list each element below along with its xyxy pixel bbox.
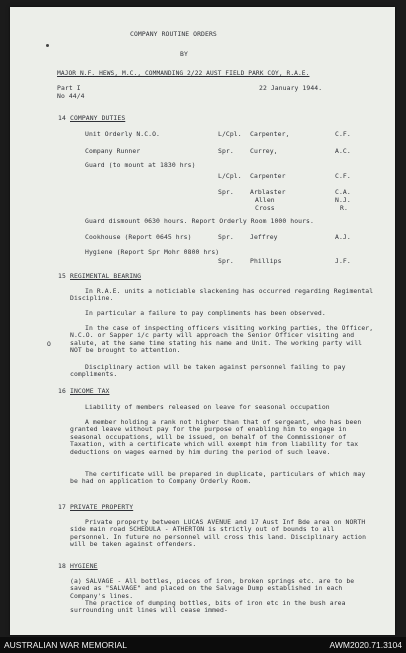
paragraph: Disciplinary action will be taken against personnel failing to pay compliments.: [70, 363, 346, 379]
duty-name: Carpenter,: [250, 130, 290, 138]
duty-name: Arblaster: [250, 188, 286, 196]
duty-role: Guard (to mount at 1830 hrs): [85, 161, 196, 169]
duty-initials: C.F.: [335, 130, 351, 138]
document-page: [10, 7, 395, 635]
section-heading: COMPANY DUTIES: [70, 114, 126, 122]
duty-role: Cookhouse (Report 0645 hrs): [85, 233, 192, 241]
doc-part: Part I: [57, 84, 81, 92]
section-heading: PRIVATE PROPERTY: [70, 503, 134, 511]
duty-name: Jeffrey: [250, 233, 278, 241]
doc-by: BY: [180, 50, 188, 58]
section-heading: HYGIENE: [70, 562, 98, 570]
margin-mark: O: [47, 340, 51, 348]
duty-initials: J.F.: [335, 257, 351, 265]
duty-note: Guard dismount 0630 hours. Report Orderly Room 1000 hours.: [85, 217, 314, 225]
paragraph: (a) SALVAGE - All bottles, pieces of iron, broken springs etc. are to be saved as "SALVAGE" and placed on the Salvage Dump established in each Company's lines.: [70, 577, 355, 600]
duty-rank: Spr.: [218, 233, 234, 241]
duty-initials: A.J.: [335, 233, 351, 241]
punch-hole-mark: [46, 44, 49, 47]
section-heading: REGIMENTAL BEARING: [70, 272, 142, 280]
section-heading: INCOME TAX: [70, 387, 110, 395]
footer-accession-id: AWM2020.71.3104: [329, 640, 402, 650]
duty-initials: R.: [340, 204, 348, 212]
duty-name: Carpenter: [250, 172, 286, 180]
section-number: 17: [58, 503, 66, 511]
paragraph: Liability of members released on leave for seasonal occupation: [85, 403, 330, 411]
footer-source: AUSTRALIAN WAR MEMORIAL: [4, 640, 127, 650]
duty-role: Unit Orderly N.C.O.: [85, 130, 161, 138]
doc-title: COMPANY ROUTINE ORDERS: [130, 30, 217, 38]
duty-name: Currey,: [250, 147, 278, 155]
doc-date: 22 January 1944.: [259, 84, 323, 92]
duty-role: Company Runner: [85, 147, 141, 155]
duty-name: Cross: [255, 204, 275, 212]
section-number: 14: [58, 114, 66, 122]
duty-rank: Spr.: [218, 188, 234, 196]
paragraph: A member holding a rank not higher than that of sergeant, who has been granted leave without pay for the purpose of enabling him to engage in seasonal occupations, will be issued, on behalf of the Commissioner of Taxation, with a certificate which will exempt him from liability for tax deductions on wages earned by him during the period of such leave.: [70, 418, 362, 456]
duty-initials: A.C.: [335, 147, 351, 155]
paragraph: The practice of dumping bottles, bits of iron etc in the bush area surrounding unit lines will cease immed-: [70, 599, 346, 615]
duty-rank: L/Cpl.: [218, 172, 242, 180]
paragraph: The certificate will be prepared in duplicate, particulars of which may be had on application to Company Orderly Room.: [70, 470, 366, 486]
doc-number: No 44/4: [57, 92, 85, 100]
footer-bar: [0, 637, 406, 653]
duty-initials: C.A.: [335, 188, 351, 196]
paragraph: Private property between LUCAS AVENUE and 17 Aust Inf Bde area on NORTH side main road SCHEDULA - ATHERTON is strictly out of bounds to all personnel. In future no personnel will cross this land. Disciplinary action will be taken against offenders.: [70, 518, 367, 549]
paragraph: In R.A.E. units a noticiable slackening has occurred regarding Regimental Discipline.: [70, 287, 374, 303]
duty-initials: N.J.: [335, 196, 351, 204]
duty-initials: C.F.: [335, 172, 351, 180]
duty-name: Allen: [255, 196, 275, 204]
section-number: 16: [58, 387, 66, 395]
duty-rank: Spr.: [218, 147, 234, 155]
duty-role: Hygiene (Report Spr Mohr 0800 hrs): [85, 248, 220, 256]
section-number: 18: [58, 562, 66, 570]
duty-rank: L/Cpl.: [218, 130, 242, 138]
section-number: 15: [58, 272, 66, 280]
duty-name: Phillips: [250, 257, 282, 265]
doc-byline: MAJOR N.F. HEWS, M.C., COMMANDING 2/22 AUST FIELD PARK COY, R.A.E.: [57, 70, 310, 77]
duty-rank: Spr.: [218, 257, 234, 265]
paragraph: In the case of inspecting officers visiting working parties, the Officer, N.C.O. or Sapper i/c party will approach the Senior Officer visiting and salute, at the same time stating his name and Unit. The working party will NOT be brought to attention.: [70, 324, 374, 355]
paragraph: In particular a failure to pay compliments has been observed.: [85, 309, 326, 317]
